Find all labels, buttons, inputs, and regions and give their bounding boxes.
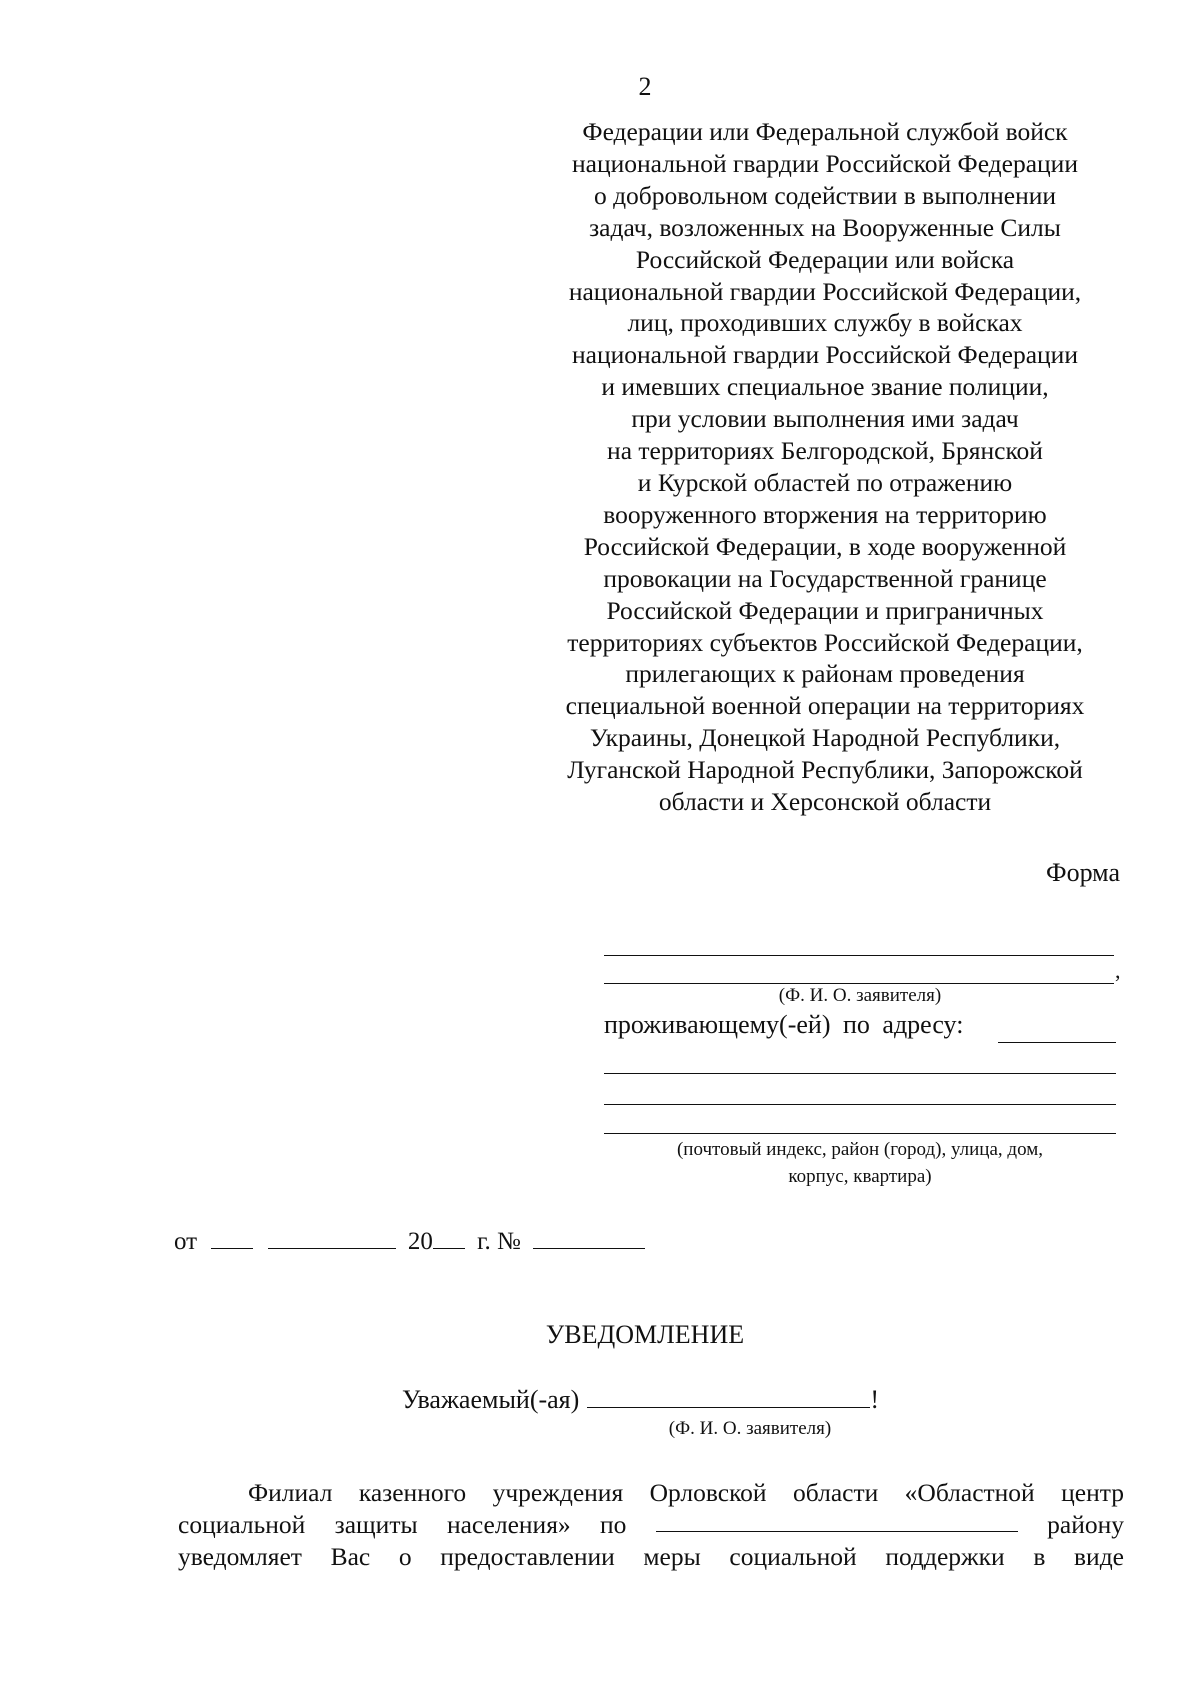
date-year-field	[433, 1226, 465, 1249]
notice-body	[178, 1477, 1124, 1573]
salutation-line	[402, 1385, 879, 1415]
salutation-label: Уважаемый(-ая)	[402, 1385, 580, 1414]
body-word: по	[600, 1510, 627, 1539]
header-line: задач, возложенных на Вооруженные Силы	[589, 212, 1061, 242]
date-day-field	[211, 1226, 253, 1249]
page-number: 2	[638, 72, 652, 101]
salutation-exclamation: !	[870, 1385, 879, 1414]
body-word: социальной	[178, 1510, 306, 1539]
header-line: вооруженного вторжения на территорию	[603, 499, 1047, 529]
body-word: социальной	[729, 1542, 857, 1571]
header-line: Российской Федерации и приграничных	[606, 595, 1044, 625]
header-line: прилегающих к районам проведения	[625, 659, 1025, 689]
body-word: казенного	[358, 1478, 467, 1507]
header-line: Украины, Донецкой Народной Республики,	[589, 723, 1061, 753]
salutation-name-field	[587, 1385, 870, 1408]
applicant-name-line	[604, 955, 1114, 956]
date-from-label: от	[174, 1228, 198, 1255]
doc-number-field	[533, 1226, 645, 1249]
applicant-name-comma: ,	[1115, 958, 1121, 983]
address-field-line	[604, 1133, 1116, 1134]
header-line: на территориях Белгородской, Брянской	[607, 436, 1043, 466]
address-field-line	[604, 1073, 1116, 1074]
appendix-header	[530, 116, 1120, 818]
body-word: учреждения	[492, 1478, 624, 1507]
date-month-field	[268, 1226, 396, 1249]
body-word: о	[398, 1542, 412, 1571]
header-line: национальной гвардии Российской Федерации,	[568, 276, 1082, 306]
header-line: о добровольном содействии в выполнении	[593, 180, 1057, 210]
body-word: населения»	[446, 1510, 571, 1539]
body-word: Вас	[330, 1542, 371, 1571]
header-line: области и Херсонской области	[658, 787, 992, 817]
header-line: и Курской областей по отражению	[637, 467, 1013, 497]
address-field-line	[998, 1042, 1116, 1043]
body-word: в	[1033, 1542, 1046, 1571]
body-word: виде	[1074, 1542, 1124, 1571]
date-number-line	[174, 1226, 645, 1256]
header-line: национальной гвардии Российской Федерации	[572, 148, 1078, 178]
body-word: уведомляет	[178, 1542, 302, 1571]
header-line: лиц, проходивших службу в войсках	[627, 308, 1023, 338]
body-line	[178, 1541, 1124, 1573]
body-word: району	[1047, 1510, 1124, 1539]
district-field	[656, 1509, 1018, 1532]
address-caption	[600, 1136, 1120, 1190]
header-line: Российской Федерации или войска	[635, 244, 1015, 274]
address-caption-line: корпус, квартира)	[788, 1166, 932, 1187]
applicant-name-caption: (Ф. И. О. заявителя)	[778, 985, 942, 1006]
header-line: при условии выполнения ими задач	[631, 404, 1019, 434]
header-line: территориях субъектов Российской Федерации,	[567, 627, 1083, 657]
body-word: защиты	[334, 1510, 418, 1539]
header-line: Российской Федерации, в ходе вооруженной	[583, 531, 1067, 561]
body-word: поддержки	[885, 1542, 1005, 1571]
address-field-line	[604, 1104, 1116, 1105]
header-line: Луганской Народной Республики, Запорожской	[567, 755, 1083, 785]
salutation-caption: (Ф. И. О. заявителя)	[668, 1418, 832, 1439]
residence-label: проживающему(-ей) по адресу:	[604, 1010, 964, 1039]
body-line	[178, 1477, 1124, 1509]
body-word: Орловской	[649, 1478, 767, 1507]
applicant-name-line	[604, 983, 1114, 984]
body-word: меры	[643, 1542, 701, 1571]
body-word: центр	[1061, 1478, 1124, 1507]
date-year-prefix: 20	[407, 1228, 433, 1255]
header-line: Федерации или Федеральной службой войск	[582, 117, 1068, 146]
body-word: области	[793, 1478, 879, 1507]
body-word: Филиал	[248, 1478, 333, 1507]
notice-title: УВЕДОМЛЕНИЕ	[545, 1320, 745, 1349]
header-line: национальной гвардии Российской Федерации	[572, 340, 1078, 370]
body-word: «Областной	[904, 1478, 1035, 1507]
body-word: предоставлении	[440, 1542, 615, 1571]
date-number-label: г. №	[477, 1228, 521, 1255]
header-line: провокации на Государственной границе	[603, 563, 1047, 593]
header-line: и имевших специальное звание полиции,	[601, 372, 1049, 402]
header-line: специальной военной операции на территориях	[565, 691, 1085, 721]
address-caption-line: (почтовый индекс, район (город), улица, дом,	[676, 1139, 1043, 1160]
body-line	[178, 1509, 1124, 1541]
form-label: Форма	[1046, 858, 1120, 887]
